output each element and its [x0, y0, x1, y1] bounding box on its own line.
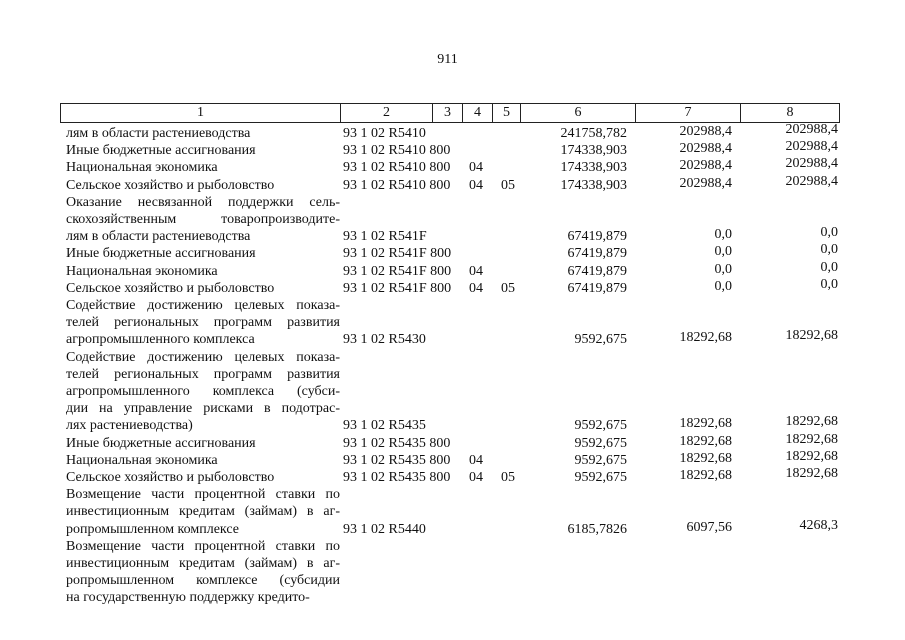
row-12-text-line: Сельское хозяйство и рыболовство [66, 470, 275, 485]
row-4-col6: 67419,879 [567, 229, 627, 245]
row-9-text-line: лях растениеводства) [66, 418, 193, 434]
page-number: 911 [437, 52, 458, 67]
row-14-text-line: инвестиционным кредитам (займам) в аг- [66, 556, 340, 571]
row-11-col7: 18292,68 [679, 450, 732, 466]
row-7-col4: 04 [469, 280, 483, 296]
row-9-code: 93 1 02 R5435 [343, 418, 426, 434]
row-3-col8: 202988,4 [785, 173, 838, 189]
row-1-col8: 202988,4 [785, 139, 838, 155]
row-5-code: 93 1 02 R541F 800 [343, 246, 452, 262]
row-6-text-line: Национальная экономика [66, 263, 218, 279]
row-11-text-line: Национальная экономика [66, 452, 218, 468]
row-8-col6: 9592,675 [574, 332, 627, 348]
row-9-col6: 9592,675 [574, 418, 627, 434]
row-10-code: 93 1 02 R5435 800 [343, 435, 451, 451]
row-12-col6: 9592,675 [574, 470, 627, 485]
row-7-col8: 0,0 [820, 276, 838, 292]
row-9-text-line: Содействие достижению целевых показа- [66, 349, 340, 365]
row-14-text-line: Возмещение части процентной ставки по [66, 538, 340, 554]
row-8-col7: 18292,68 [679, 330, 732, 346]
row-13-col6: 6185,7826 [567, 521, 627, 537]
row-4-text-line: скохозяйственным товаропроизводите- [66, 212, 340, 227]
row-8-text-line: телей региональных программ развития [66, 315, 340, 331]
row-7-col5: 05 [501, 280, 515, 296]
row-8-text-line: Содействие достижению целевых показа- [66, 298, 340, 313]
row-1-text-line: Иные бюджетные ассигнования [66, 143, 256, 159]
row-10-col7: 18292,68 [679, 433, 732, 449]
row-2-col6: 174338,903 [560, 160, 627, 176]
header-col-8: 8 [786, 105, 794, 120]
row-8-code: 93 1 02 R5430 [343, 332, 426, 348]
row-8-text-line: агропромышленного комплекса [66, 332, 255, 348]
row-12-code: 93 1 02 R5435 800 [343, 470, 451, 485]
row-13-text-line: инвестиционным кредитам (займам) в аг- [66, 504, 340, 520]
row-5-col6: 67419,879 [567, 246, 627, 262]
row-3-col7: 202988,4 [679, 175, 732, 191]
row-4-text-line: лям в области растениеводства [66, 229, 251, 245]
row-3-code: 93 1 02 R5410 800 [343, 177, 451, 193]
row-2-text-line: Национальная экономика [66, 160, 218, 176]
row-9-text-line: дии на управление рисками в подотрас- [66, 401, 340, 417]
row-0-text-line: лям в области растениеводства [66, 126, 251, 141]
row-3-col5: 05 [501, 177, 515, 193]
row-12-col8: 18292,68 [785, 466, 838, 481]
header-col-4: 4 [463, 104, 493, 122]
row-7-text-line: Сельское хозяйство и рыболовство [66, 280, 275, 296]
row-1-code: 93 1 02 R5410 800 [343, 143, 451, 159]
row-12-col5: 05 [501, 470, 515, 485]
row-13-col7: 6097,56 [686, 519, 732, 535]
row-14-text-line: на государственную поддержку кредито- [66, 590, 310, 606]
row-11-code: 93 1 02 R5435 800 [343, 452, 451, 468]
row-13-col8: 4268,3 [799, 517, 838, 533]
header-col-7: 7 [636, 104, 741, 122]
row-8-col8: 18292,68 [785, 328, 838, 344]
row-6-code: 93 1 02 R541F 800 [343, 263, 452, 279]
row-0-col8: 202988,4 [785, 122, 838, 137]
row-11-col8: 18292,68 [785, 448, 838, 464]
row-9-col8: 18292,68 [785, 414, 838, 430]
row-14-text-line: ропромышленном комплексе (субсидии [66, 573, 340, 589]
row-4-text-line: Оказание несвязанной поддержки сель- [66, 194, 340, 210]
table-header [60, 103, 840, 123]
row-2-col7: 202988,4 [679, 158, 732, 174]
row-6-col7: 0,0 [714, 261, 732, 277]
row-3-col4: 04 [469, 177, 483, 193]
row-12-col7: 18292,68 [679, 468, 732, 483]
row-10-text-line: Иные бюджетные ассигнования [66, 435, 256, 451]
row-5-col7: 0,0 [714, 244, 732, 260]
row-3-col6: 174338,903 [560, 177, 627, 193]
row-11-col6: 9592,675 [574, 452, 627, 468]
row-13-code: 93 1 02 R5440 [343, 521, 426, 537]
row-7-code: 93 1 02 R541F 800 [343, 280, 452, 296]
header-col-2: 2 [341, 104, 433, 122]
row-9-col7: 18292,68 [679, 416, 732, 432]
row-13-text-line: Возмещение части процентной ставки по [66, 487, 340, 503]
row-3-text-line: Сельское хозяйство и рыболовство [66, 177, 275, 193]
row-6-col6: 67419,879 [567, 263, 627, 279]
row-0-col7: 202988,4 [679, 124, 732, 139]
row-4-col8: 0,0 [820, 225, 838, 241]
row-2-col4: 04 [469, 160, 483, 176]
row-9-text-line: агропромышленного комплекса (субси- [66, 384, 340, 399]
row-11-col4: 04 [469, 452, 483, 468]
row-1-col6: 174338,903 [560, 143, 627, 159]
row-5-text-line: Иные бюджетные ассигнования [66, 246, 256, 262]
header-col-1: 1 [61, 104, 341, 122]
row-5-col8: 0,0 [820, 242, 838, 258]
row-4-code: 93 1 02 R541F [343, 229, 427, 245]
row-1-col7: 202988,4 [679, 141, 732, 157]
row-0-code: 93 1 02 R5410 [343, 126, 426, 141]
row-9-text-line: телей региональных программ развития [66, 366, 340, 382]
row-2-code: 93 1 02 R5410 800 [343, 160, 451, 176]
row-6-col4: 04 [469, 263, 483, 279]
row-10-col8: 18292,68 [785, 431, 838, 447]
row-0-col6: 241758,782 [560, 126, 627, 141]
header-col-6: 6 [521, 104, 636, 122]
row-6-col8: 0,0 [820, 259, 838, 275]
header-col-3: 3 [433, 104, 463, 122]
row-10-col6: 9592,675 [574, 435, 627, 451]
row-7-col7: 0,0 [714, 278, 732, 294]
row-13-text-line: ропромышленном комплексе [66, 521, 239, 537]
row-7-col6: 67419,879 [567, 280, 627, 296]
row-4-col7: 0,0 [714, 227, 732, 243]
row-12-col4: 04 [469, 470, 483, 485]
row-2-col8: 202988,4 [785, 156, 838, 172]
header-col-5: 5 [493, 104, 521, 122]
